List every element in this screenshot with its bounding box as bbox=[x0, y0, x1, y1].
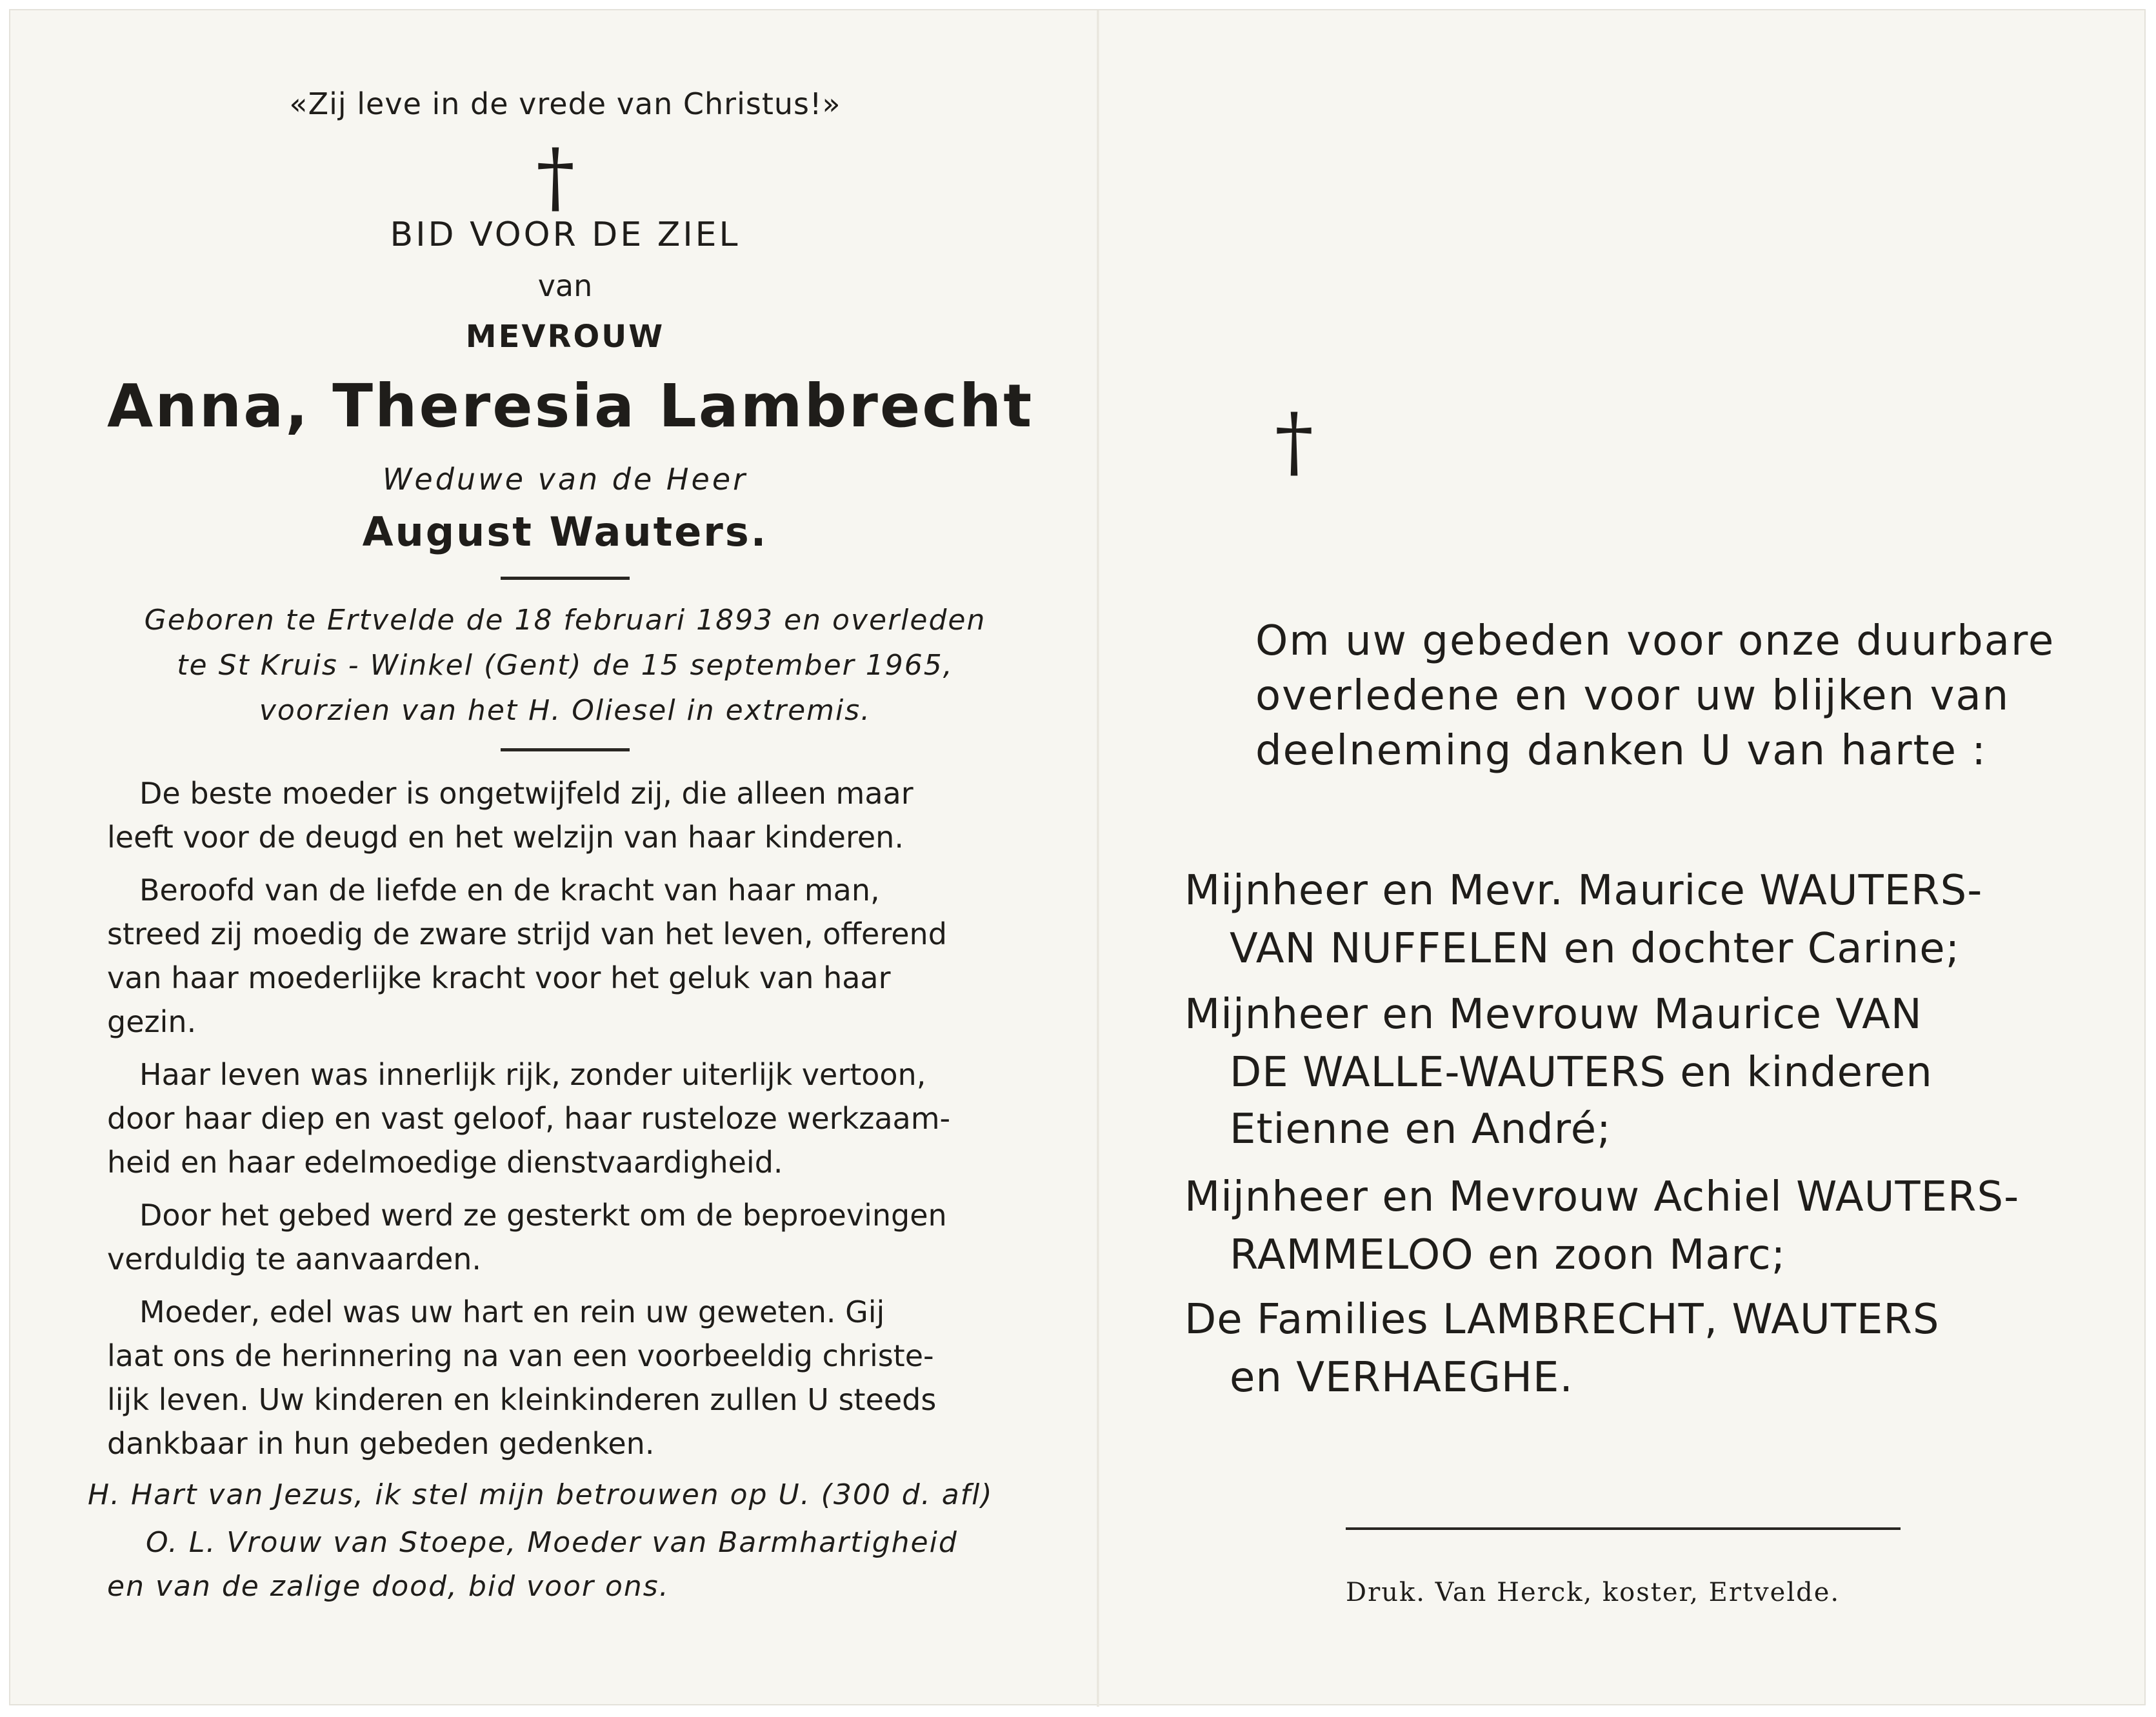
body-line: leeft voor de deugd en het welzijn van haar kinderen. bbox=[107, 820, 904, 855]
family-line-3: Mijnheer en Mevrouw Maurice VAN bbox=[1184, 991, 1922, 1038]
van-label: van bbox=[537, 268, 593, 303]
card-fold bbox=[1097, 10, 1099, 1707]
family-line-7: RAMMELOO en zoon Marc; bbox=[1230, 1231, 1786, 1279]
deceased-name: Anna, Theresia Lambrecht bbox=[107, 372, 1034, 441]
family-line-5: Etienne en André; bbox=[1230, 1106, 1612, 1153]
birth-line-3: voorzien van het H. Oliesel in extremis. bbox=[259, 694, 872, 727]
prayer-heading: BID VOOR DE ZIEL bbox=[390, 215, 741, 254]
body-line: dankbaar in hun gebeden gedenken. bbox=[107, 1426, 655, 1461]
body-line: Door het gebed werd ze gesterkt om de beproevingen bbox=[139, 1198, 947, 1233]
family-line-1: Mijnheer en Mevr. Maurice WAUTERS- bbox=[1184, 867, 1983, 915]
body-line: van haar moederlijke kracht voor het geluk van haar bbox=[107, 960, 891, 995]
body-line: Beroofd van de liefde en de kracht van haar man, bbox=[139, 873, 880, 908]
body-line: lijk leven. Uw kinderen en kleinkinderen zullen U steeds bbox=[107, 1382, 937, 1417]
body-line: door haar diep en vast geloof, haar rusteloze werkzaam- bbox=[107, 1101, 951, 1136]
body-line: De beste moeder is ongetwijfeld zij, die alleen maar bbox=[139, 776, 913, 811]
divider-1 bbox=[501, 577, 630, 580]
title-mevrouw: MEVROUW bbox=[465, 319, 665, 355]
birth-line-2: te St Kruis - Winkel (Gent) de 15 september 1965, bbox=[177, 649, 953, 682]
family-line-9: en VERHAEGHE. bbox=[1230, 1354, 1573, 1402]
body-line: laat ons de herinnering na van een voorbeeldig christe- bbox=[107, 1338, 934, 1373]
birth-line-1: Geboren te Ertvelde de 18 februari 1893 en overleden bbox=[144, 604, 986, 637]
thanks-line-3: deelneming danken U van harte : bbox=[1255, 727, 1987, 775]
body-line: streed zij moedig de zware strijd van het leven, offerend bbox=[107, 917, 947, 951]
family-line-6: Mijnheer en Mevrouw Achiel WAUTERS- bbox=[1184, 1173, 2020, 1221]
memorial-card bbox=[9, 9, 2146, 1705]
prayer-line-2: O. L. Vrouw van Stoepe, Moeder van Barmhartigheid bbox=[146, 1526, 958, 1559]
printer-credit: Druk. Van Herck, koster, Ertvelde. bbox=[1346, 1578, 1841, 1607]
printer-divider bbox=[1346, 1527, 1901, 1530]
prayer-line-3: en van de zalige dood, bid voor ons. bbox=[107, 1570, 670, 1603]
quote: «Zij leve in de vrede van Christus!» bbox=[289, 86, 841, 121]
family-line-8: De Families LAMBRECHT, WAUTERS bbox=[1184, 1296, 1940, 1344]
family-line-4: DE WALLE-WAUTERS en kinderen bbox=[1230, 1049, 1933, 1097]
body-line: Moeder, edel was uw hart en rein uw geweten. Gij bbox=[139, 1295, 885, 1329]
thanks-line-1: Om uw gebeden voor onze duurbare bbox=[1255, 617, 2055, 665]
cross-icon: † bbox=[1275, 397, 1313, 487]
body-line: verduldig te aanvaarden. bbox=[107, 1242, 482, 1276]
body-line: Haar leven was innerlijk rijk, zonder uiterlijk vertoon, bbox=[139, 1057, 926, 1092]
widow-line: Weduwe van de Heer bbox=[382, 462, 748, 497]
husband-name: August Wauters. bbox=[362, 508, 768, 555]
family-line-2: VAN NUFFELEN en dochter Carine; bbox=[1230, 925, 1961, 973]
thanks-line-2: overledene en voor uw blijken van bbox=[1255, 672, 2010, 720]
body-line: heid en haar edelmoedige dienstvaardigheid. bbox=[107, 1145, 783, 1180]
body-line: gezin. bbox=[107, 1004, 197, 1039]
prayer-line-1: H. Hart van Jezus, ik stel mijn betrouwen op U. (300 d. afl) bbox=[88, 1478, 993, 1511]
divider-2 bbox=[501, 748, 630, 751]
cross-icon: † bbox=[536, 133, 575, 223]
